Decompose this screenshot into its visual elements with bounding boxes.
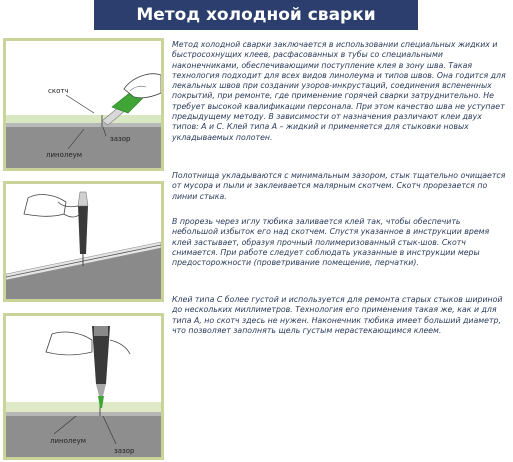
tape-label: скотч	[48, 87, 69, 95]
glue-type-c-drawing	[6, 316, 161, 457]
linoleum-label: линолеум	[50, 437, 87, 445]
gap-label: зазор	[110, 135, 131, 143]
illustration-tape-cutting	[3, 38, 164, 171]
page-title: Метод холодной сварки	[94, 0, 418, 30]
tape-strip	[6, 115, 161, 123]
linoleum-sheet	[6, 412, 161, 457]
gap-label: зазор	[114, 447, 135, 455]
paragraph: В прорезь через иглу тюбика заливается клей так, чтобы обеспечить небольшой избыток его над скотчем. Спустя указанное в инструкции время клей застывает, образуя прочный полимеризованный стык-шов. Скотч снимается. При работе следует соблюдать указанные в инструкции меры предосторожности (проветривание помещение, перчатки).	[172, 217, 490, 268]
paragraph: Метод холодной сварки заключается в использовании специальных жидких и быстросохнущих клеев, расфасованных в тубы со специальными наконечниками, обеспечивающими поступление клея в зону шва. Такая технология подходит для всех видов линолеума и типов швов. Она годится для лекальных швов при создании узоров-инкрустаций, соединения вспененных покрытий, при ремонте, где применение горячей сварки затруднительно. Не требует высокой квалификации персонала. При этом качество шва не уступает предыдущему методу. В зависимости от назначения различают клеи двух типов: А и С. Клей типа А – жидкий и применяется для стыковки новых укладываемых полотен.	[172, 40, 506, 142]
glue-type-a-drawing	[6, 184, 161, 299]
paragraph: Клей типа С более густой и используется для ремонта старых стыков шириной до нескольких миллиметров. Технология его применения такая же, как и для типа А, но скотч здесь не нужен. Наконечник тюбика имеет больший диаметр, что позволяет заполнять щель густым нерастекающимся клеем.	[172, 295, 503, 335]
illustration-glue-type-a	[3, 181, 164, 302]
illustration-glue-type-c	[3, 313, 164, 460]
paragraph: Полотнища укладываются с минимальным зазором, стык тщательно очищается от мусора и пыли и заклеивается малярным скотчем. Скотч прорезается по линии стыка.	[172, 171, 506, 201]
linoleum-label: линолеум	[46, 151, 83, 159]
tape-cutting-drawing	[6, 41, 161, 168]
